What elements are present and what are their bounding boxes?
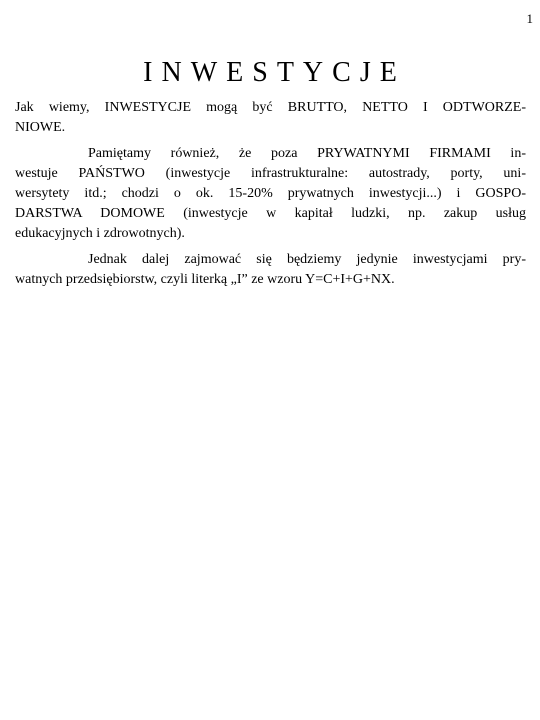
paragraph-line: Pamiętamy również, że poza PRYWATNYMI FIRMAMI in-	[88, 146, 526, 161]
document-body	[15, 98, 526, 290]
paragraph-private-investment	[15, 250, 526, 290]
page-number: 1	[526, 11, 533, 26]
paragraph-line: Jednak dalej zajmować się będziemy jedynie inwestycjami pry-	[88, 252, 526, 267]
paragraph-investors	[15, 144, 526, 244]
paragraph-line: westuje PAŃSTWO (inwestycje infrastrukturalne: autostrady, porty, uni-	[15, 166, 526, 181]
paragraph-line: edukacyjnych i zdrowotnych).	[15, 226, 185, 241]
paragraph-line: watnych przedsiębiorstw, czyli literką „I” ze wzoru Y=C+I+G+NX.	[15, 272, 395, 287]
paragraph-line: DARSTWA DOMOWE (inwestycje w kapitał ludzki, np. zakup usług	[15, 206, 526, 221]
paragraph-line: NIOWE.	[15, 120, 66, 135]
paragraph-line: Jak wiemy, INWESTYCJE mogą być BRUTTO, NETTO I ODTWORZE-	[15, 100, 526, 115]
paragraph-investment-types	[15, 98, 526, 138]
page-title: INWESTYCJE	[143, 57, 406, 88]
paragraph-line: wersytety itd.; chodzi o ok. 15-20% prywatnych inwestycji...) i GOSPO-	[15, 186, 526, 201]
